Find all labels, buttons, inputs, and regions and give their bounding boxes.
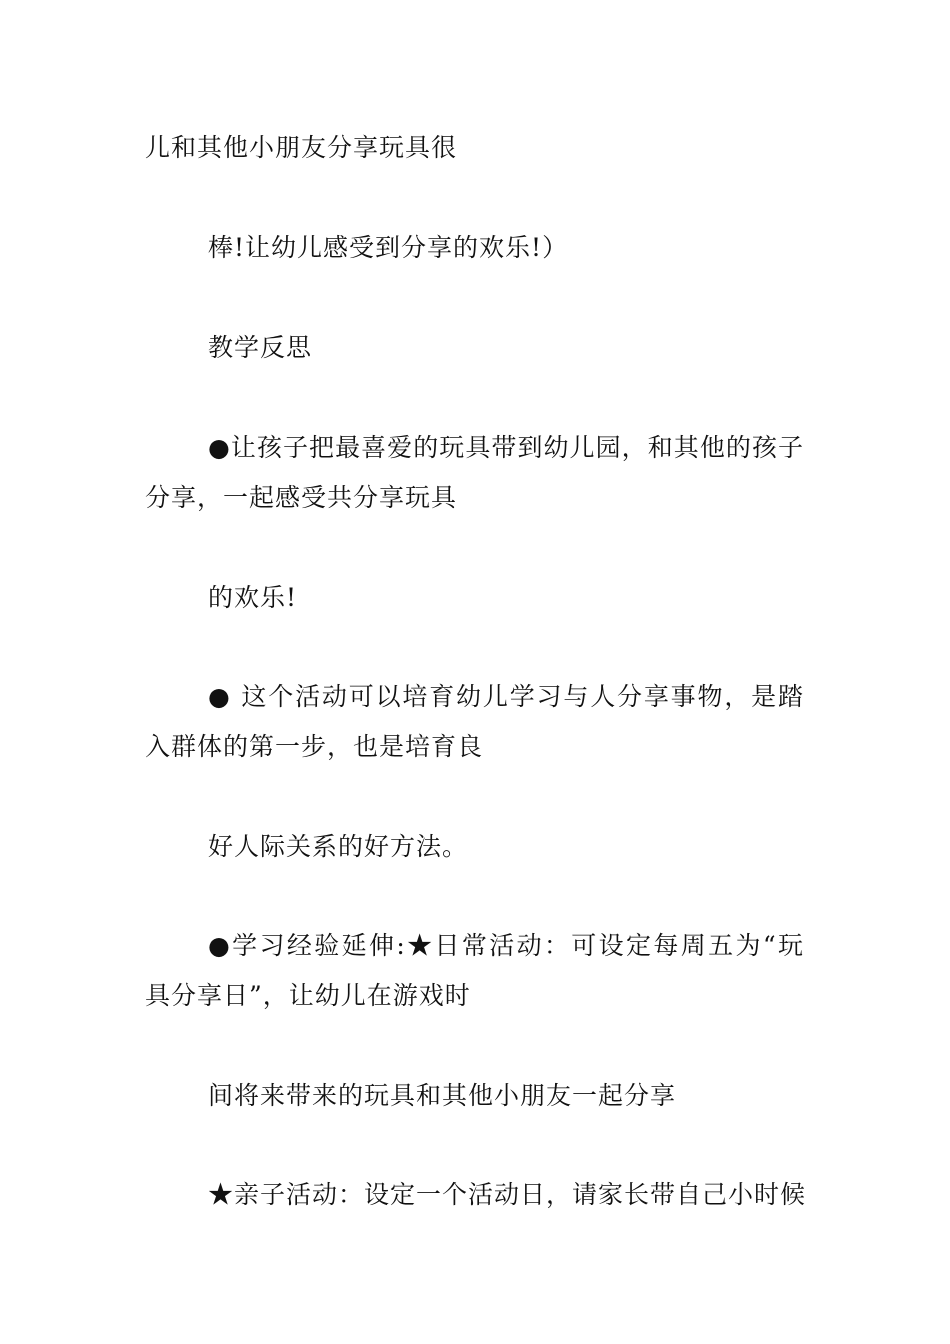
text-line-12: 间将来带来的玩具和其他小朋友一起分享: [208, 1081, 677, 1110]
text-line-11: 具分享日”，让幼儿在游戏时: [145, 981, 471, 1010]
text-line-8: 入群体的第一步，也是培育良: [145, 732, 484, 761]
text-line-13: ★亲子活动：设定一个活动日，请家长带自己小时候: [208, 1180, 807, 1209]
text-line-10: ●学习经验延伸:★日常活动：可设定每周五为“玩: [208, 931, 804, 960]
text-line-9: 好人际关系的好方法。: [208, 832, 469, 861]
text-line-2: 棒!让幼儿感受到分享的欢乐!）: [208, 233, 569, 262]
text-line-1: 儿和其他小朋友分享玩具很: [145, 133, 458, 162]
text-line-6: 的欢乐!: [208, 583, 298, 612]
text-line-5: 分享，一起感受共分享玩具: [145, 483, 458, 512]
text-line-4: ●让孩子把最喜爱的玩具带到幼儿园，和其他的孩子: [208, 433, 804, 462]
text-line-7: ● 这个活动可以培育幼儿学习与人分享事物，是踏: [208, 682, 804, 711]
section-heading-teaching-reflection: 教学反思: [208, 333, 313, 362]
